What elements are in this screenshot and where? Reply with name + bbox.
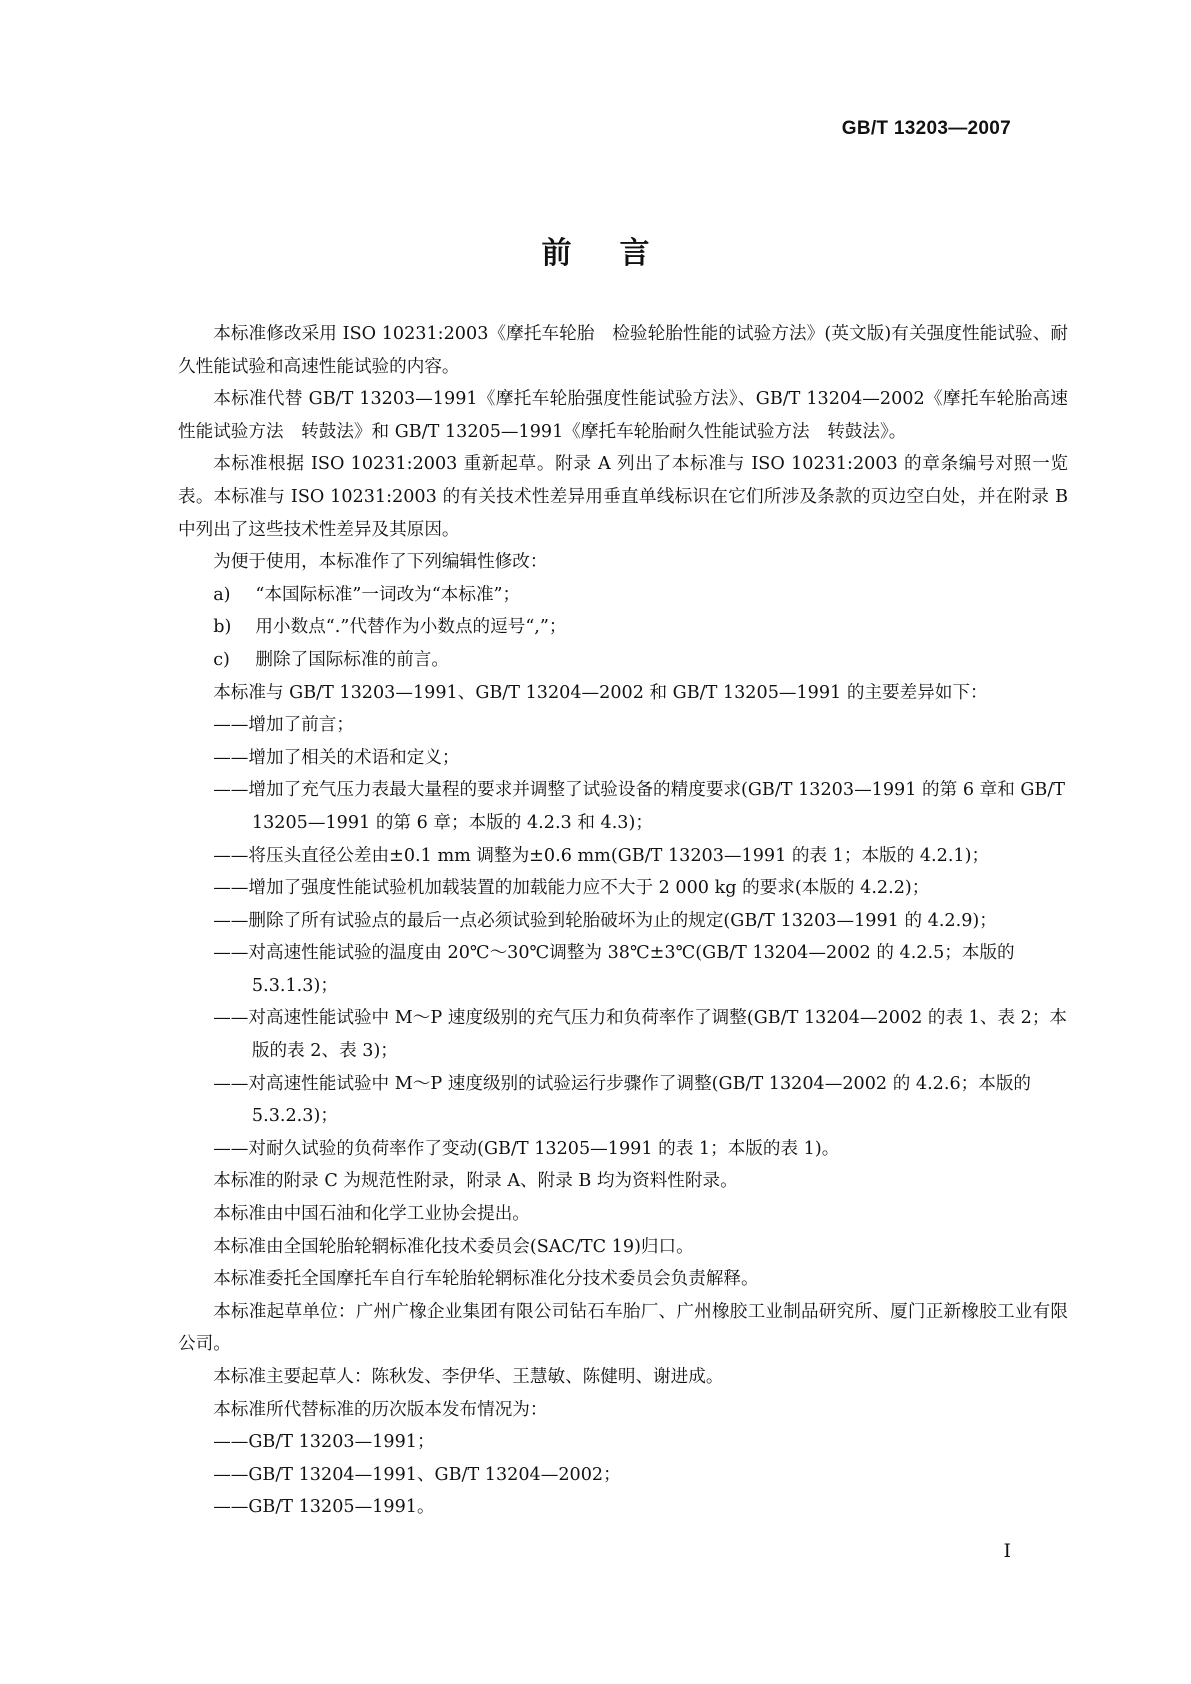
paragraph: 本标准代替 GB/T 13203—1991《摩托车轮胎强度性能试验方法》、GB/T 13204—2002《摩托车轮胎高速性能试验方法 转鼓法》和 GB/T 13205—1991《摩托车轮胎耐久性能试验方法 转鼓法》。 <box>178 389 1068 442</box>
history-item <box>178 1491 1068 1524</box>
dash-mark: —— <box>213 1497 249 1518</box>
difference-text: 将压头直径公差由±0.1 mm 调整为±0.6 mm(GB/T 13203—1991 的表 1；本版的 4.2.1)； <box>248 845 990 866</box>
standard-number: GB/T 13203—2007 <box>841 118 1011 139</box>
dash-mark: —— <box>213 747 249 768</box>
difference-item <box>178 709 1068 742</box>
difference-text: 对高速性能试验的温度由 20℃～30℃调整为 38℃±3℃(GB/T 13204—2002 的 4.2.5；本版的 5.3.1.3)； <box>248 943 1015 996</box>
paragraph: 为便于使用，本标准作了下列编辑性修改： <box>213 552 548 573</box>
paragraph: 本标准主要起草人：陈秋发、李伊华、王慧敏、陈健明、谢进成。 <box>213 1367 724 1387</box>
paragraph: 本标准与 GB/T 13203—1991、GB/T 13204—2002 和 GB/T 13205—1991 的主要差异如下： <box>213 682 988 703</box>
paragraph: 本标准根据 ISO 10231:2003 重新起草。附录 A 列出了本标准与 ISO 10231:2003 的章条编号对照一览表。本标准与 ISO 10231:2003 的有关技术性差异用垂直单线标识在它们所涉及条款的页边空白处，并在附录 B 中列出了这些技术性差异及其原因。 <box>178 454 1068 540</box>
dash-mark: —— <box>213 1073 249 1094</box>
dash-mark: —— <box>213 943 249 964</box>
history-text: GB/T 13204—1991、GB/T 13204—2002； <box>248 1464 621 1485</box>
difference-item <box>178 1002 1068 1067</box>
dash-mark: —— <box>213 1008 249 1029</box>
edit-label: a) <box>213 584 231 605</box>
edit-label: b) <box>213 617 232 638</box>
edit-item <box>178 644 1068 677</box>
edit-label: c) <box>213 649 230 670</box>
difference-text: 增加了充气压力表最大量程的要求并调整了试验设备的精度要求(GB/T 13203—1991 的第 6 章和 GB/T 13205—1991 的第 6 章；本版的 4.2.3 和 4.3)； <box>248 780 1066 833</box>
difference-text: 对耐久试验的负荷率作了变动(GB/T 13205—1991 的表 1；本版的表 1)。 <box>248 1138 840 1159</box>
dash-mark: —— <box>213 1138 249 1159</box>
dash-mark: —— <box>213 1464 249 1485</box>
dash-mark: —— <box>213 845 249 866</box>
edit-item <box>178 611 1068 644</box>
difference-text: 删除了所有试验点的最后一点必须试验到轮胎破坏为止的规定(GB/T 13203—1991 的 4.2.9)； <box>248 910 997 931</box>
difference-item <box>178 774 1068 839</box>
difference-text: 增加了强度性能试验机加载装置的加载能力应不大于 2 000 kg 的要求(本版的 4.2.2)； <box>248 878 930 899</box>
history-item <box>178 1459 1068 1492</box>
paragraph: 本标准修改采用 ISO 10231:2003《摩托车轮胎 检验轮胎性能的试验方法》(英文版)有关强度性能试验、耐久性能试验和高速性能试验的内容。 <box>178 324 1068 377</box>
difference-item <box>178 1133 1068 1166</box>
difference-item <box>178 937 1068 1002</box>
difference-item <box>178 742 1068 775</box>
paragraph: 本标准委托全国摩托车自行车轮胎轮辋标准化分技术委员会负责解释。 <box>213 1269 759 1290</box>
dash-mark: —— <box>213 910 249 931</box>
dash-mark: —— <box>213 878 249 899</box>
paragraph: 本标准由中国石油和化学工业协会提出。 <box>213 1204 530 1225</box>
dash-mark: —— <box>213 715 249 736</box>
paragraph: 本标准的附录 C 为规范性附录，附录 A、附录 B 均为资料性附录。 <box>213 1171 738 1192</box>
paragraph: 本标准所代替标准的历次版本发布情况为： <box>213 1399 548 1420</box>
difference-item <box>178 840 1068 873</box>
page-title: 前言 <box>541 236 698 271</box>
history-text: GB/T 13205—1991。 <box>248 1497 435 1518</box>
paragraph: 本标准由全国轮胎轮辋标准化技术委员会(SAC/TC 19)归口。 <box>213 1236 694 1257</box>
history-text: GB/T 13203—1991； <box>248 1432 435 1453</box>
difference-item <box>178 905 1068 938</box>
page-number: I <box>1003 1540 1011 1562</box>
difference-item <box>178 1068 1068 1133</box>
dash-mark: —— <box>213 780 249 801</box>
difference-text: 对高速性能试验中 M～P 速度级别的充气压力和负荷率作了调整(GB/T 13204—2002 的表 1、表 2；本版的表 2、表 3)； <box>248 1008 1068 1062</box>
edit-item <box>178 579 1068 612</box>
edit-text: 用小数点“.”代替作为小数点的逗号“,”； <box>255 617 567 638</box>
dash-mark: —— <box>213 1432 249 1453</box>
history-item <box>178 1426 1068 1459</box>
paragraph: 本标准起草单位：广州广橡企业集团有限公司钻石车胎厂、广州橡胶工业制品研究所、厦门正新橡胶工业有限公司。 <box>178 1301 1068 1355</box>
difference-item <box>178 872 1068 905</box>
document-body <box>178 318 1068 1524</box>
edit-text: 删除了国际标准的前言。 <box>255 649 449 670</box>
edit-text: “本国际标准”一词改为“本标准”； <box>255 584 521 605</box>
difference-text: 对高速性能试验中 M～P 速度级别的试验运行步骤作了调整(GB/T 13204—2002 的 4.2.6；本版的 5.3.2.3)； <box>248 1073 1032 1127</box>
difference-text: 增加了相关的术语和定义； <box>248 747 460 768</box>
difference-text: 增加了前言； <box>248 715 354 736</box>
